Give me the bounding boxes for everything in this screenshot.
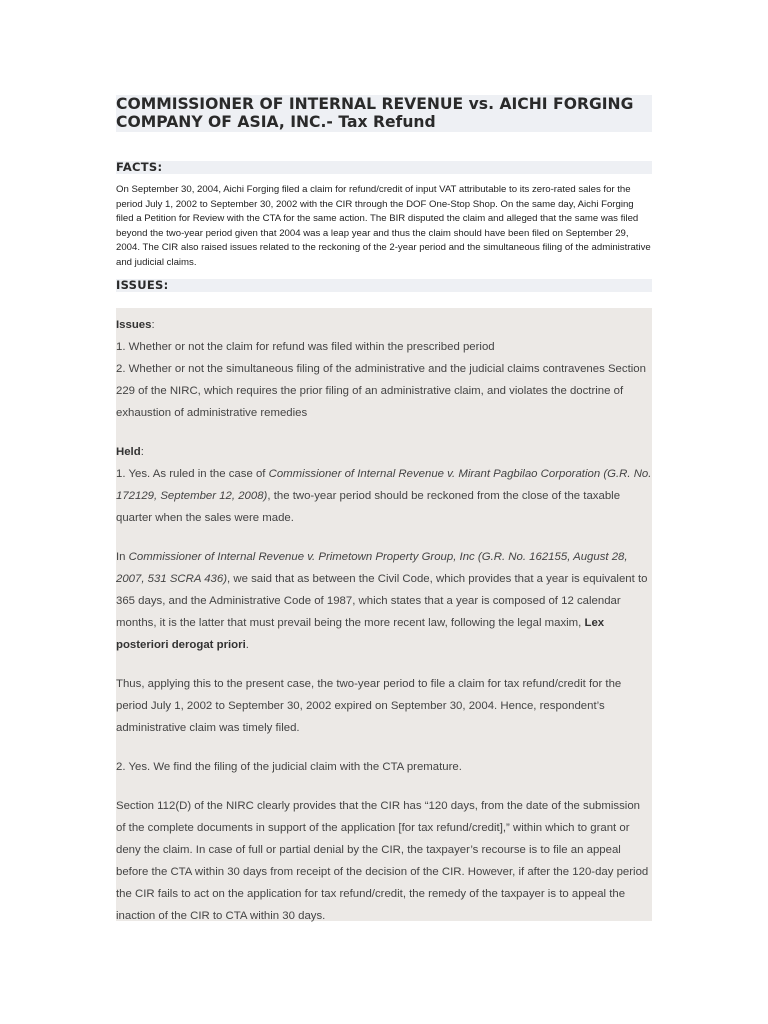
section-112-paragraph: Section 112(D) of the NIRC clearly provides that the CIR has “120 days, from the date of the submission of the complete documents in support of the application [for tax refund/credit],” within which to grant or deny the claim. In case of full or partial denial by the CIR, the taxpayer’s recourse is to file an appeal before the CTA within 30 days from receipt of the decision of the CIR. However, if after the 120-day period the CIR fails to act on the application for tax refund/credit, the remedy of the taxpayer is to appeal the inaction of the CIR to CTA within 30 days. (116, 800, 649, 922)
paragraph-gap (116, 778, 652, 795)
facts-paragraph: On September 30, 2004, Aichi Forging filed a claim for refund/credit of input VAT attributable to its zero-rated sales for the period July 1, 2002 to September 30, 2002 with the CIR through the DOF One-Stop Shop. On the same day, Aichi Forging filed a Petition for Review with the CTA for the same action. The BIR disputed the claim and alleged that the same was filed beyond the two-year period given that 2004 was a leap year and thus the claim should have been filed on September 29, 2004. The CIR also raised issues related to the reckoning of the 2-year period and the simultaneous filing of the administrative and judicial claims. (116, 184, 651, 268)
paragraph-gap (116, 529, 652, 546)
held-2: 2. Yes. We find the filing of the judicial claim with the CTA premature. (116, 761, 462, 773)
ruling-excerpt-body (116, 314, 652, 927)
held-1-prefix: 1. Yes. As ruled in the case of (116, 468, 269, 480)
issues-subheading-colon: : (151, 319, 155, 331)
facts-band (116, 161, 652, 174)
paragraph-gap (116, 424, 652, 441)
paragraph-gap (116, 739, 652, 756)
held-subheading (116, 441, 652, 463)
held-1-case-citation: Commissioner of Internal Revenue v. Mirant Pagbilao Corporation (G.R. No. 172129, September 12, 2008) (116, 468, 652, 502)
primetown-middle: , we said that as between the Civil Code, which provides that a year is equivalent to 365 days, and the Administrative Code of 1987, which states that a year is composed of 12 calendar months, it is the latter that must prevail being the more recent law, following the legal maxim, (116, 573, 648, 629)
issues-band (116, 279, 652, 292)
document-title: COMMISSIONER OF INTERNAL REVENUE vs. AICHI FORGING COMPANY OF ASIA, INC.- Tax Refund (116, 95, 634, 131)
legal-maxim: Lex posteriori derogat priori (116, 617, 605, 651)
paragraph-gap (116, 656, 652, 673)
held-subheading-colon: : (140, 446, 144, 458)
issues-heading: ISSUES: (116, 278, 169, 292)
held-1 (116, 463, 652, 529)
held-subheading-label: Held (116, 446, 141, 458)
issue-1: 1. Whether or not the claim for refund was filed within the prescribed period (116, 341, 495, 353)
issue-2: 2. Whether or not the simultaneous filing of the administrative and the judicial claims contravenes Section 229 of the NIRC, which requires the prior filing of an administrative claim, and violates the doctrine of exhaustion of administrative remedies (116, 363, 646, 419)
primetown-case-citation: Commissioner of Internal Revenue v. Primetown Property Group, Inc (G.R. No. 162155, August 28, 2007, 531 SCRA 436) (116, 551, 628, 585)
primetown-end: . (245, 639, 249, 651)
issues-subheading-label: Issues (116, 319, 152, 331)
facts-heading: FACTS: (116, 160, 163, 174)
primetown-paragraph (116, 546, 652, 656)
primetown-prefix: In (116, 551, 129, 563)
ruling-excerpt (116, 308, 652, 921)
issues-subheading (116, 314, 652, 336)
held-1-suffix: , the two-year period should be reckoned from the close of the taxable quarter when the sales were made. (116, 490, 621, 524)
application-paragraph: Thus, applying this to the present case, the two-year period to file a claim for tax refund/credit for the period July 1, 2002 to September 30, 2002 expired on September 30, 2004. Hence, respondent’s administrative claim was timely filed. (116, 678, 622, 734)
